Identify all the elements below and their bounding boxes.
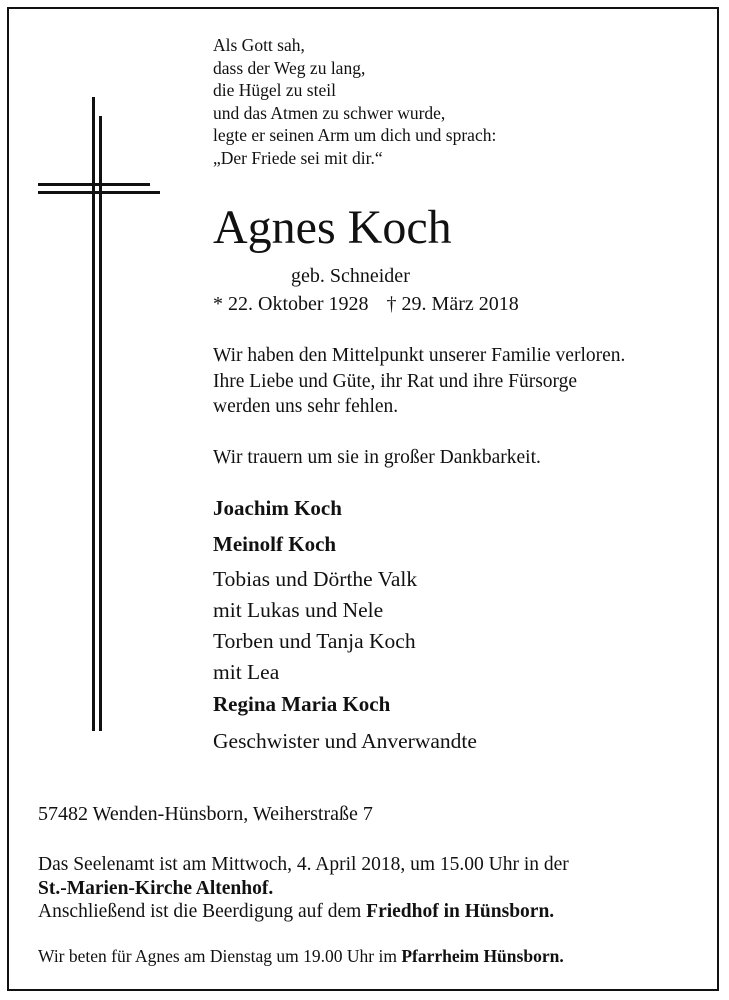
message-line: werden uns sehr fehlen. bbox=[213, 396, 399, 417]
family-member: Meinolf Koch bbox=[213, 532, 337, 556]
church-name: St.-Marien-Kirche Altenhof. bbox=[38, 877, 274, 899]
family-member: mit Lea bbox=[213, 660, 280, 684]
family-member: Torben und Tanja Koch bbox=[213, 629, 416, 653]
death-date: † 29. März 2018 bbox=[386, 293, 519, 315]
poem-line: „Der Friede sei mit dir.“ bbox=[213, 147, 383, 168]
family-member: mit Lukas und Nele bbox=[213, 598, 384, 622]
message-line: Ihre Liebe und Güte, ihr Rat und ihre Fürsorge bbox=[213, 370, 578, 392]
prayer-info bbox=[38, 944, 564, 968]
family-member: Joachim Koch bbox=[213, 496, 342, 520]
prayer-text: Wir beten für Agnes am Dienstag um 19.00 Uhr im bbox=[38, 946, 402, 966]
family-member: Tobias und Dörthe Valk bbox=[213, 567, 418, 591]
deceased-name: Agnes Koch bbox=[213, 201, 452, 254]
poem-line: dass der Weg zu lang, bbox=[213, 57, 366, 78]
poem bbox=[213, 34, 496, 170]
message-line: Wir haben den Mittelpunkt unserer Familie verloren. bbox=[213, 345, 626, 366]
farewell-message bbox=[213, 343, 625, 420]
family-member: Regina Maria Koch bbox=[213, 692, 391, 716]
poem-line: und das Atmen zu schwer wurde, bbox=[213, 102, 446, 123]
address: 57482 Wenden-Hünsborn, Weiherstraße 7 bbox=[38, 803, 373, 825]
mourning-line: Wir trauern um sie in großer Dankbarkeit. bbox=[213, 447, 541, 468]
family-member: Geschwister und Anverwandte bbox=[213, 729, 477, 753]
poem-line: legte er seinen Arm um dich und sprach: bbox=[213, 125, 497, 146]
poem-line: die Hügel zu steil bbox=[213, 80, 336, 101]
service-line: Das Seelenamt ist am Mittwoch, 4. April 2018, um 15.00 Uhr in der bbox=[38, 854, 569, 875]
cemetery-name: Friedhof in Hünsborn. bbox=[366, 901, 555, 922]
life-dates bbox=[213, 291, 519, 317]
burial-text: Anschließend ist die Beerdigung auf dem bbox=[38, 901, 367, 922]
prayer-place: Pfarrheim Hünsborn. bbox=[401, 946, 564, 966]
maiden-name: geb. Schneider bbox=[291, 265, 410, 287]
poem-line: Als Gott sah, bbox=[213, 35, 305, 55]
service-info bbox=[38, 853, 569, 924]
birth-date: * 22. Oktober 1928 bbox=[213, 293, 369, 315]
